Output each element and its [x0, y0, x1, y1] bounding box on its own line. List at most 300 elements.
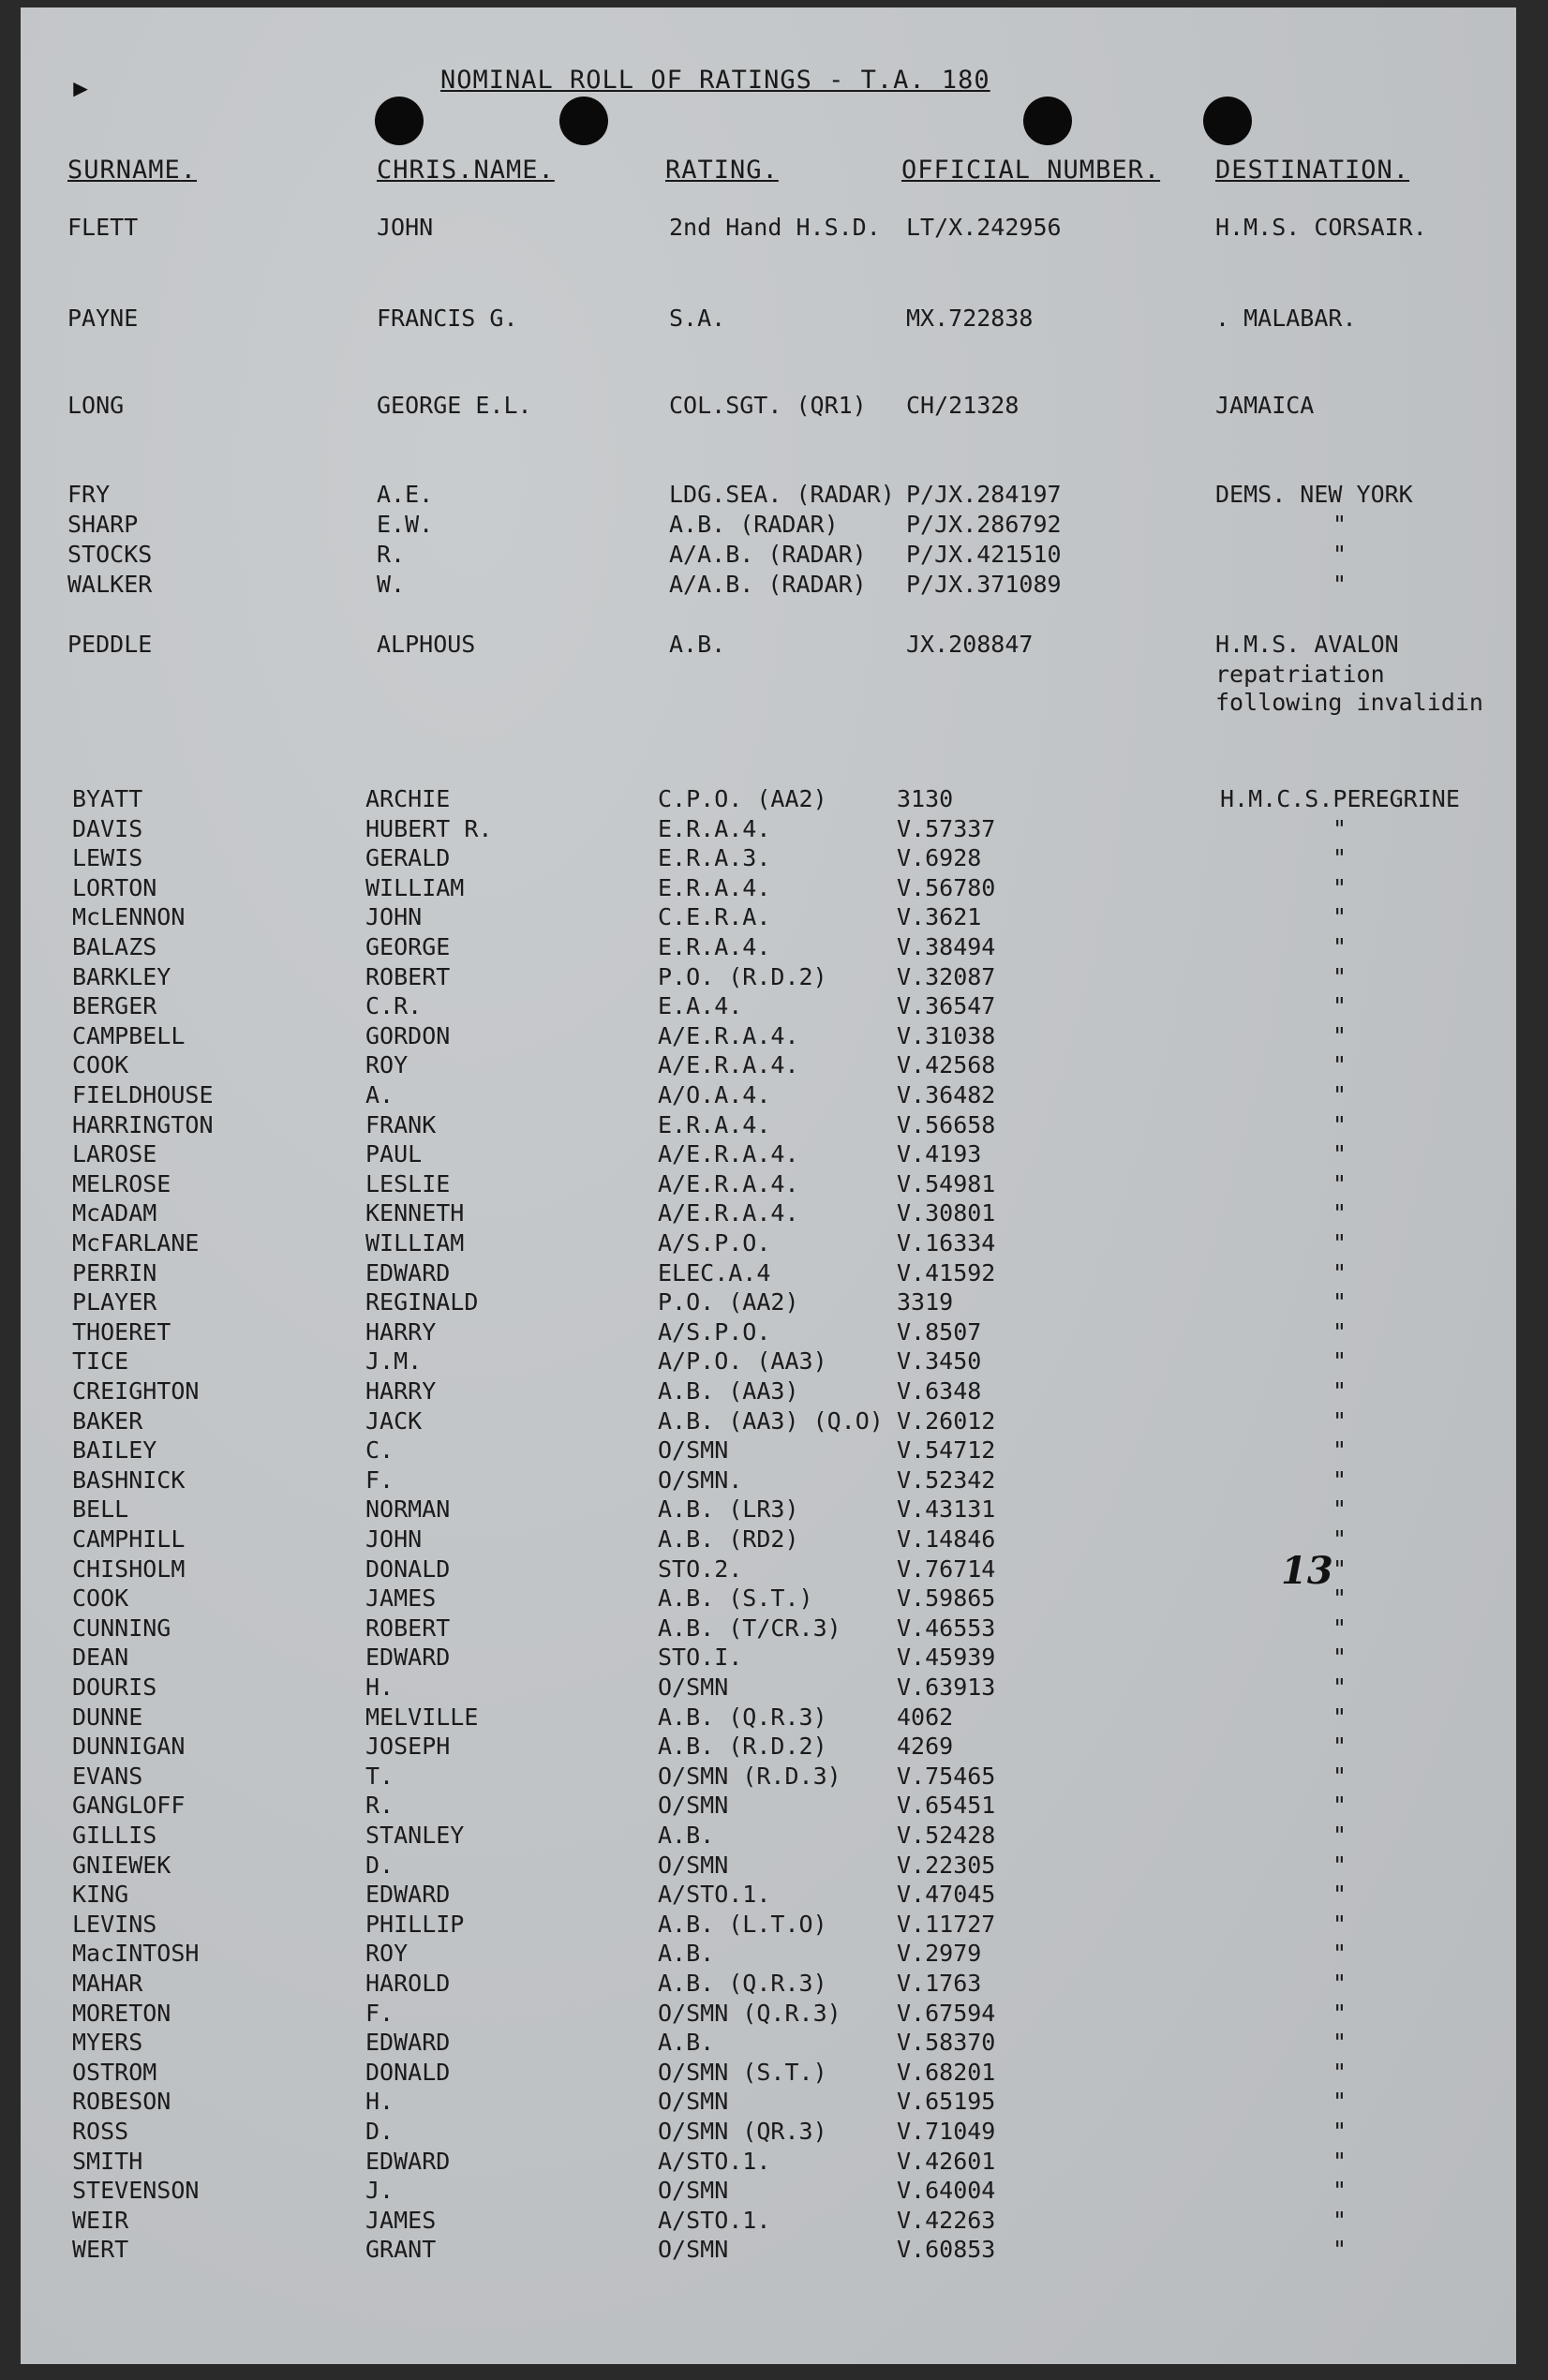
row-destination-ditto: " [1332, 903, 1347, 930]
row-rating: A/A.B. (RADAR) [669, 541, 867, 568]
row-surname: BERGER [72, 992, 157, 1019]
row-surname: FRY [67, 481, 111, 508]
row-surname: MacINTOSH [72, 1940, 200, 1967]
row-destination-ditto: " [1332, 2236, 1347, 2263]
row-destination-ditto: " [1332, 1318, 1347, 1346]
row-chris-name faint: PAUL [365, 1140, 423, 1168]
row-official-number: V.4193 [897, 1140, 982, 1168]
row-destination-ditto: " [1332, 1970, 1347, 1997]
row-surname: CAMPHILL [72, 1525, 186, 1553]
row-destination-ditto: " [1332, 1111, 1347, 1138]
row-rating: C.P.O. (AA2) [658, 785, 827, 812]
row-official-number: V.38494 [897, 933, 996, 960]
row-rating: COL.SGT. (QR1) [669, 392, 867, 419]
row-chris-name faint: R. [365, 1792, 394, 1819]
row-chris-name: A.E. [377, 481, 434, 508]
row-official-number: JX.208847 [906, 631, 1034, 658]
row-surname: KING [72, 1881, 129, 1908]
row-official-number: V.63913 [897, 1673, 996, 1701]
row-surname: DUNNIGAN [72, 1733, 186, 1760]
row-official-number: V.42263 [897, 2207, 996, 2234]
row-rating: A/S.P.O. [658, 1229, 771, 1257]
row-destination-ditto: " [1332, 1644, 1347, 1671]
row-official-number: CH/21328 [906, 392, 1020, 419]
row-chris-name faint: ROBERT [365, 963, 451, 990]
row-rating: O/SMN [658, 1852, 729, 1879]
row-destination-ditto: " [1332, 2059, 1347, 2086]
row-surname: LEWIS [72, 844, 143, 871]
row-chris-name faint: MELVILLE [365, 1703, 479, 1731]
row-official-number: 3130 [897, 785, 954, 812]
row-surname: CAMPBELL [72, 1022, 186, 1049]
row-destination-ditto: " [1332, 1229, 1347, 1257]
row-official-number: V.54712 [897, 1436, 996, 1464]
row-surname: BAILEY [72, 1436, 157, 1464]
row-destination-ditto: " [1332, 1199, 1347, 1227]
row-official-number: V.60853 [897, 2236, 996, 2263]
row-destination-ditto: " [1332, 2000, 1347, 2027]
row-official-number: V.32087 [897, 963, 996, 990]
row-surname: MORETON [72, 2000, 171, 2027]
row-surname: LORTON [72, 874, 157, 901]
row-rating: O/SMN [658, 1436, 729, 1464]
row-rating: STO.2. [658, 1555, 743, 1583]
row-official-number: 3319 [897, 1288, 954, 1316]
row-official-number: V.52342 [897, 1466, 996, 1494]
row-official-number: V.36482 [897, 1081, 996, 1108]
row-rating: O/SMN [658, 2236, 729, 2263]
row-destination-ditto: " [1332, 2177, 1347, 2204]
row-rating: A/STO.1. [658, 2207, 771, 2234]
destination-note-line-2: following invalidin [1215, 689, 1483, 716]
document-title: NOMINAL ROLL OF RATINGS - T.A. 180 [440, 66, 990, 95]
row-chris-name faint: EDWARD [365, 1881, 451, 1908]
row-destination-ditto: " [1332, 1822, 1347, 1849]
row-chris-name faint: C. [365, 1436, 394, 1464]
row-surname: TICE [72, 1347, 129, 1375]
row-official-number: V.65451 [897, 1792, 996, 1819]
row-surname: ROBESON [72, 2088, 171, 2115]
row-rating: A.B. (RADAR) [669, 511, 839, 538]
row-chris-name: FRANCIS G. [377, 305, 518, 332]
row-chris-name faint: H. [365, 1673, 394, 1701]
row-surname: BALAZS [72, 933, 157, 960]
row-rating: O/SMN. [658, 1466, 743, 1494]
row-official-number: V.42601 [897, 2148, 996, 2175]
row-rating: A.B. (S.T.) [658, 1584, 813, 1612]
row-chris-name faint: WILLIAM [365, 1229, 465, 1257]
row-rating: A.B. [658, 2029, 715, 2056]
row-rating: 2nd Hand H.S.D. [669, 214, 881, 241]
row-rating: A.B. (R.D.2) [658, 1733, 827, 1760]
row-destination-ditto: " [1332, 2148, 1347, 2175]
row-rating: A.B. (Q.R.3) [658, 1703, 827, 1731]
row-official-number: P/JX.421510 [906, 541, 1062, 568]
row-rating: STO.I. [658, 1644, 743, 1671]
row-rating: A/STO.1. [658, 2148, 771, 2175]
row-official-number: V.45939 [897, 1644, 996, 1671]
row-rating: O/SMN [658, 1673, 729, 1701]
row-official-number: V.1763 [897, 1970, 982, 1997]
row-destination-ditto: " [1332, 963, 1347, 990]
row-chris-name faint: J. [365, 2177, 394, 2204]
row-surname: WERT [72, 2236, 129, 2263]
row-rating: A/O.A.4. [658, 1081, 771, 1108]
row-official-number: V.54981 [897, 1170, 996, 1197]
row-surname: MELROSE [72, 1170, 171, 1197]
row-rating: A/P.O. (AA3) [658, 1347, 827, 1375]
row-official-number: V.65195 [897, 2088, 996, 2115]
row-rating: E.R.A.4. [658, 815, 771, 842]
row-surname: DAVIS [72, 815, 143, 842]
row-surname: GILLIS [72, 1822, 157, 1849]
row-surname: FIELDHOUSE [72, 1081, 214, 1108]
row-official-number: V.3450 [897, 1347, 982, 1375]
row-destination-ditto: " [1332, 1614, 1347, 1642]
row-rating: A/A.B. (RADAR) [669, 571, 867, 598]
row-rating: A/E.R.A.4. [658, 1051, 799, 1078]
row-chris-name faint: C.R. [365, 992, 423, 1019]
row-official-number: MX.722838 [906, 305, 1034, 332]
row-surname: McFARLANE [72, 1229, 200, 1257]
row-destination-ditto: " [1332, 992, 1347, 1019]
row-destination-ditto: " [1332, 1377, 1347, 1405]
row-destination-ditto: " [1332, 1911, 1347, 1938]
row-official-number: V.22305 [897, 1852, 996, 1879]
row-rating: E.R.A.3. [658, 844, 771, 871]
row-surname: BASHNICK [72, 1466, 186, 1494]
row-destination-ditto: " [1332, 1852, 1347, 1879]
row-destination-ditto: " [1332, 1466, 1347, 1494]
row-destination-ditto: " [1332, 2207, 1347, 2234]
row-rating: A.B. (LR3) [658, 1495, 799, 1523]
row-chris-name faint: JOHN [365, 903, 423, 930]
row-surname: DEAN [72, 1644, 129, 1671]
row-chris-name: JOHN [377, 214, 434, 241]
punch-hole-4 [1203, 97, 1252, 145]
row-official-number: V.64004 [897, 2177, 996, 2204]
row-destination: H.M.S. AVALON [1215, 631, 1399, 658]
row-destination-ditto: " [1332, 2088, 1347, 2115]
row-surname: ROSS [72, 2118, 129, 2145]
row-surname: EVANS [72, 1763, 143, 1790]
row-destination-ditto: " [1332, 874, 1347, 901]
row-destination-ditto: " [1332, 1792, 1347, 1819]
header-chris-name: CHRIS.NAME. [377, 156, 555, 185]
row-destination-ditto: " [1332, 1347, 1347, 1375]
row-chris-name faint: NORMAN [365, 1495, 451, 1523]
row-surname: MYERS [72, 2029, 143, 2056]
row-rating: P.O. (AA2) [658, 1288, 799, 1316]
row-chris-name faint: EDWARD [365, 2148, 451, 2175]
row-destination-ditto: " [1332, 1940, 1347, 1967]
row-chris-name faint: WILLIAM [365, 874, 465, 901]
row-chris-name faint: HARRY [365, 1377, 437, 1405]
row-official-number: P/JX.286792 [906, 511, 1062, 538]
row-chris-name: R. [377, 541, 406, 568]
row-surname: BARKLEY [72, 963, 171, 990]
row-chris-name faint: GORDON [365, 1022, 451, 1049]
row-chris-name faint: D. [365, 1852, 394, 1879]
row-surname: COOK [72, 1051, 129, 1078]
row-destination-ditto: " [1332, 1170, 1347, 1197]
row-surname: OSTROM [72, 2059, 157, 2086]
row-destination-ditto: " [1332, 2029, 1347, 2056]
row-official-number: V.8507 [897, 1318, 982, 1346]
row-chris-name faint: DONALD [365, 2059, 451, 2086]
row-surname: STEVENSON [72, 2177, 200, 2204]
row-rating: E.A.4. [658, 992, 743, 1019]
row-destination-ditto: " [1332, 1081, 1347, 1108]
row-destination: " [1332, 571, 1347, 598]
row-official-number: V.3621 [897, 903, 982, 930]
header-official-number: OFFICIAL NUMBER. [901, 156, 1161, 185]
row-rating: A.B. (AA3) (Q.O) [658, 1407, 884, 1435]
row-official-number: V.14846 [897, 1525, 996, 1553]
row-rating: C.E.R.A. [658, 903, 771, 930]
row-official-number: V.47045 [897, 1881, 996, 1908]
row-rating: A/E.R.A.4. [658, 1022, 799, 1049]
row-chris-name faint: EDWARD [365, 1644, 451, 1671]
row-chris-name faint: ROY [365, 1051, 409, 1078]
row-surname: McADAM [72, 1199, 157, 1227]
row-official-number: V.56780 [897, 874, 996, 901]
row-chris-name: E.W. [377, 511, 434, 538]
row-surname: SHARP [67, 511, 139, 538]
row-chris-name faint: ARCHIE [365, 785, 451, 812]
row-chris-name faint: FRANK [365, 1111, 437, 1138]
row-chris-name faint: PHILLIP [365, 1911, 465, 1938]
row-chris-name faint: JOSEPH [365, 1733, 451, 1760]
row-surname: GNIEWEK [72, 1852, 171, 1879]
row-chris-name faint: ROBERT [365, 1614, 451, 1642]
row-rating: A.B. [658, 1822, 715, 1849]
row-surname: LAROSE [72, 1140, 157, 1168]
row-surname: PLAYER [72, 1288, 157, 1316]
row-surname: SMITH [72, 2148, 143, 2175]
row-official-number: V.42568 [897, 1051, 996, 1078]
row-rating: E.R.A.4. [658, 1111, 771, 1138]
row-surname: COOK [72, 1584, 129, 1612]
row-rating: A.B. (RD2) [658, 1525, 799, 1553]
row-destination-ditto: " [1332, 1436, 1347, 1464]
row-chris-name faint: D. [365, 2118, 394, 2145]
row-chris-name faint: GERALD [365, 844, 451, 871]
row-rating: O/SMN [658, 2088, 729, 2115]
row-surname: DOURIS [72, 1673, 157, 1701]
row-surname: PERRIN [72, 1259, 157, 1287]
row-official-number: V.11727 [897, 1911, 996, 1938]
row-destination: DEMS. NEW YORK [1215, 481, 1413, 508]
row-rating: A/E.R.A.4. [658, 1140, 799, 1168]
row-official-number: V.67594 [897, 2000, 996, 2027]
row-destination: " [1332, 541, 1347, 568]
row-destination-ditto: " [1332, 844, 1347, 871]
row-official-number: V.36547 [897, 992, 996, 1019]
row-rating: P.O. (R.D.2) [658, 963, 827, 990]
row-surname: CREIGHTON [72, 1377, 200, 1405]
row-surname: PEDDLE [67, 631, 153, 658]
row-official-number: V.2979 [897, 1940, 982, 1967]
row-surname: STOCKS [67, 541, 153, 568]
row-chris-name faint: H. [365, 2088, 394, 2115]
header-rating: RATING. [665, 156, 779, 185]
row-rating: O/SMN [658, 1792, 729, 1819]
row-rating: A/S.P.O. [658, 1318, 771, 1346]
document-page [21, 7, 1516, 2364]
row-rating: A/STO.1. [658, 1881, 771, 1908]
row-destination-ditto: " [1332, 2118, 1347, 2145]
row-chris-name faint: GRANT [365, 2236, 437, 2263]
row-chris-name faint: HARRY [365, 1318, 437, 1346]
row-official-number: V.52428 [897, 1822, 996, 1849]
row-official-number: V.16334 [897, 1229, 996, 1257]
row-official-number: 4269 [897, 1733, 954, 1760]
row-surname: WEIR [72, 2207, 129, 2234]
row-destination: JAMAICA [1215, 392, 1315, 419]
header-surname: SURNAME. [67, 156, 198, 185]
destination-note-line-1: repatriation [1215, 661, 1385, 688]
row-official-number: P/JX.371089 [906, 571, 1062, 598]
row-rating: S.A. [669, 305, 726, 332]
row-chris-name faint: ROY [365, 1940, 409, 1967]
row-rating: O/SMN (QR.3) [658, 2118, 827, 2145]
row-destination-ditto: " [1332, 1140, 1347, 1168]
row-chris-name faint: EDWARD [365, 1259, 451, 1287]
row-destination-ditto: " [1332, 1703, 1347, 1731]
row-surname: BAKER [72, 1407, 143, 1435]
row-rating: A.B. [669, 631, 726, 658]
row-rating: A.B. (Q.R.3) [658, 1970, 827, 1997]
row-destination-ditto: " [1332, 1881, 1347, 1908]
row-rating: A.B. [658, 1940, 715, 1967]
row-surname: WALKER [67, 571, 153, 598]
row-chris-name: GEORGE E.L. [377, 392, 532, 419]
row-chris-name faint: JOHN [365, 1525, 423, 1553]
row-destination: . MALABAR. [1215, 305, 1357, 332]
row-official-number: V.76714 [897, 1555, 996, 1583]
row-destination-ditto: " [1332, 1051, 1347, 1078]
row-surname: PAYNE [67, 305, 139, 332]
row-rating: E.R.A.4. [658, 874, 771, 901]
row-chris-name faint: DONALD [365, 1555, 451, 1583]
row-rating: A/E.R.A.4. [658, 1199, 799, 1227]
row-destination-ditto: " [1332, 1673, 1347, 1701]
row-destination: H.M.C.S.PEREGRINE [1220, 785, 1460, 812]
row-official-number: V.30801 [897, 1199, 996, 1227]
row-official-number: 4062 [897, 1703, 954, 1731]
row-chris-name faint: GEORGE [365, 933, 451, 960]
row-official-number: V.57337 [897, 815, 996, 842]
row-surname: LEVINS [72, 1911, 157, 1938]
row-chris-name faint: HAROLD [365, 1970, 451, 1997]
row-destination-ditto: " [1332, 815, 1347, 842]
row-official-number: V.46553 [897, 1614, 996, 1642]
row-official-number: V.26012 [897, 1407, 996, 1435]
row-rating: O/SMN (S.T.) [658, 2059, 827, 2086]
row-surname: BYATT [72, 785, 143, 812]
row-surname: McLENNON [72, 903, 186, 930]
row-destination-ditto: " [1332, 1763, 1347, 1790]
row-chris-name faint: HUBERT R. [365, 815, 493, 842]
row-chris-name faint: T. [365, 1763, 394, 1790]
row-surname: GANGLOFF [72, 1792, 186, 1819]
page-number: 13 [1281, 1549, 1333, 1593]
row-official-number: V.6928 [897, 844, 982, 871]
row-destination-ditto: " [1332, 933, 1347, 960]
row-rating: E.R.A.4. [658, 933, 771, 960]
row-chris-name faint: A. [365, 1081, 394, 1108]
row-official-number: V.58370 [897, 2029, 996, 2056]
row-destination-ditto: " [1332, 1259, 1347, 1287]
row-official-number: P/JX.284197 [906, 481, 1062, 508]
row-chris-name faint: JAMES [365, 1584, 437, 1612]
row-chris-name faint: EDWARD [365, 2029, 451, 2056]
row-rating: ELEC.A.4 [658, 1259, 771, 1287]
ink-mark: ▸ [69, 66, 93, 109]
row-surname: CHISHOLM [72, 1555, 186, 1583]
row-chris-name: W. [377, 571, 406, 598]
row-chris-name faint: LESLIE [365, 1170, 451, 1197]
row-official-number: V.56658 [897, 1111, 996, 1138]
row-chris-name faint: J.M. [365, 1347, 423, 1375]
row-surname: BELL [72, 1495, 129, 1523]
row-destination-ditto: " [1332, 1555, 1347, 1583]
row-destination: " [1332, 511, 1347, 538]
header-destination: DESTINATION. [1215, 156, 1410, 185]
row-surname: THOERET [72, 1318, 171, 1346]
row-surname: FLETT [67, 214, 139, 241]
row-destination-ditto: " [1332, 1525, 1347, 1553]
row-official-number: V.59865 [897, 1584, 996, 1612]
row-official-number: V.43131 [897, 1495, 996, 1523]
row-official-number: V.41592 [897, 1259, 996, 1287]
punch-hole-2 [559, 97, 608, 145]
row-chris-name faint: REGINALD [365, 1288, 479, 1316]
row-surname: DUNNE [72, 1703, 143, 1731]
row-official-number: V.68201 [897, 2059, 996, 2086]
row-destination-ditto: " [1332, 1584, 1347, 1612]
row-destination-ditto: " [1332, 1733, 1347, 1760]
row-chris-name faint: F. [365, 2000, 394, 2027]
row-rating: A.B. (AA3) [658, 1377, 799, 1405]
row-surname: LONG [67, 392, 125, 419]
row-destination-ditto: " [1332, 1288, 1347, 1316]
row-official-number: V.75465 [897, 1763, 996, 1790]
row-destination-ditto: " [1332, 1407, 1347, 1435]
row-chris-name faint: F. [365, 1466, 394, 1494]
row-rating: A.B. (L.T.O) [658, 1911, 827, 1938]
row-destination: H.M.S. CORSAIR. [1215, 214, 1427, 241]
row-rating: O/SMN (Q.R.3) [658, 2000, 841, 2027]
row-chris-name faint: JAMES [365, 2207, 437, 2234]
row-destination-ditto: " [1332, 1495, 1347, 1523]
row-chris-name faint: KENNETH [365, 1199, 465, 1227]
row-rating: O/SMN (R.D.3) [658, 1763, 841, 1790]
row-destination-ditto: " [1332, 1022, 1347, 1049]
row-rating: A.B. (T/CR.3) [658, 1614, 841, 1642]
punch-hole-3 [1023, 97, 1072, 145]
row-chris-name: ALPHOUS [377, 631, 476, 658]
row-rating: O/SMN [658, 2177, 729, 2204]
punch-hole-1 [375, 97, 424, 145]
row-surname: MAHAR [72, 1970, 143, 1997]
row-official-number: V.71049 [897, 2118, 996, 2145]
row-surname: CUNNING [72, 1614, 171, 1642]
row-chris-name faint: JACK [365, 1407, 423, 1435]
row-official-number: V.31038 [897, 1022, 996, 1049]
row-official-number: LT/X.242956 [906, 214, 1062, 241]
